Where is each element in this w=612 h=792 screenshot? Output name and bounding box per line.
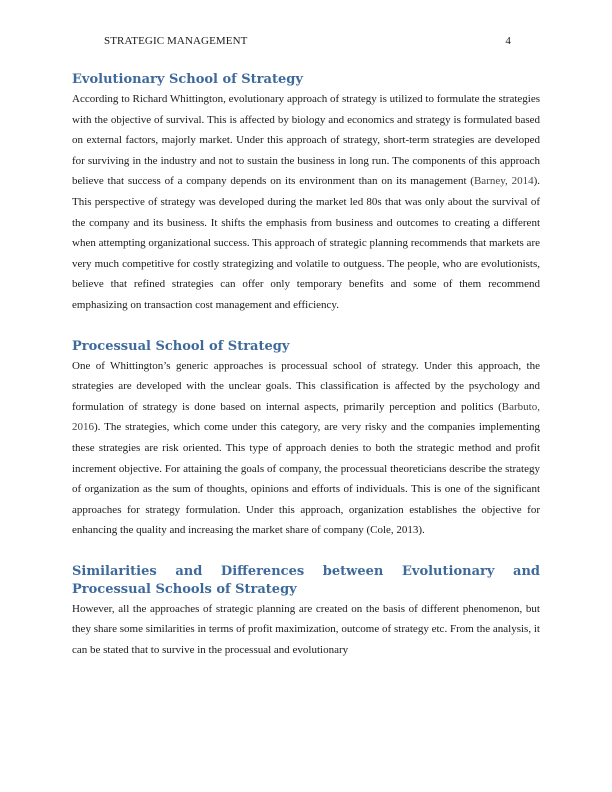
paragraph-text: ). The strategies, which come under this category, are very risky and the companies implementing these strategies are risk oriented. This type of approach denies to both the strategic method and profit increment objective. For attaining the goals of company, the processual theoreticians describe the strategy of organization as the sum of thoughts, opinions and efforts of individuals. This is one of the significant approaches for strategy formulation. Under this approach, organization establishes the objective for enhancing the quality and increasing the market share of company (Cole, 2013).: [72, 421, 540, 537]
section-paragraph: [72, 89, 540, 316]
section-heading: Evolutionary School of Strategy: [72, 72, 303, 87]
section-evolutionary: [72, 71, 540, 316]
citation: Barbuto, 2016: [72, 400, 540, 434]
citation: Barney, 2014: [473, 175, 534, 188]
section-paragraph: [72, 356, 540, 541]
document-body: [72, 71, 540, 683]
paragraph-text: According to Richard Whittington, evolutionary approach of strategy is utilized to formulate the strategies with the objective of survival. This is affected by biology and economics and strategy is formulated based on external factors, majorly market. Under this approach of strategy, short-term strategies are developed for surviving in the industry and not to sustain the business in long run. The components of this approach believe that success of a company depends on its environment than on its management (: [72, 93, 540, 188]
section-processual: [72, 338, 540, 541]
section-heading: Processual School of Strategy: [72, 338, 290, 354]
paragraph-text: ). This perspective of strategy was developed during the market led 80s that was only about the survival of the company and its business. It shifts the emphasis from business and outcomes to creating a different when attempting organizational success. This approach of strategic planning recommends that markets are very much competitive for costly strategizing and volatile to outguess. The people, who are evolutionists, believe that refined strategies can offer only temporary benefits and some of them recommend emphasizing on transaction cost management and efficiency.: [72, 175, 540, 311]
page-number: 4: [505, 35, 511, 47]
running-title: STRATEGIC MANAGEMENT: [104, 35, 248, 47]
section-paragraph: However, all the approaches of strategic planning are created on the basis of different phenomenon, but they share some similarities in terms of profit maximization, outcome of strategy etc. From the analysis, it can be stated that to survive in the processual and evolutionary: [72, 602, 540, 657]
section-similarities: [72, 563, 540, 661]
section-heading: Similarities and Differences between Evolutionary and Processual Schools of Strategy: [72, 563, 540, 597]
paragraph-text: One of Whittington’s generic approaches is processual school of strategy. Under this approach, the strategies are developed with the unclear goals. This classification is affected by the psychology and formulation of strategy is done based on internal aspects, primarily perception and politics (: [72, 359, 540, 413]
